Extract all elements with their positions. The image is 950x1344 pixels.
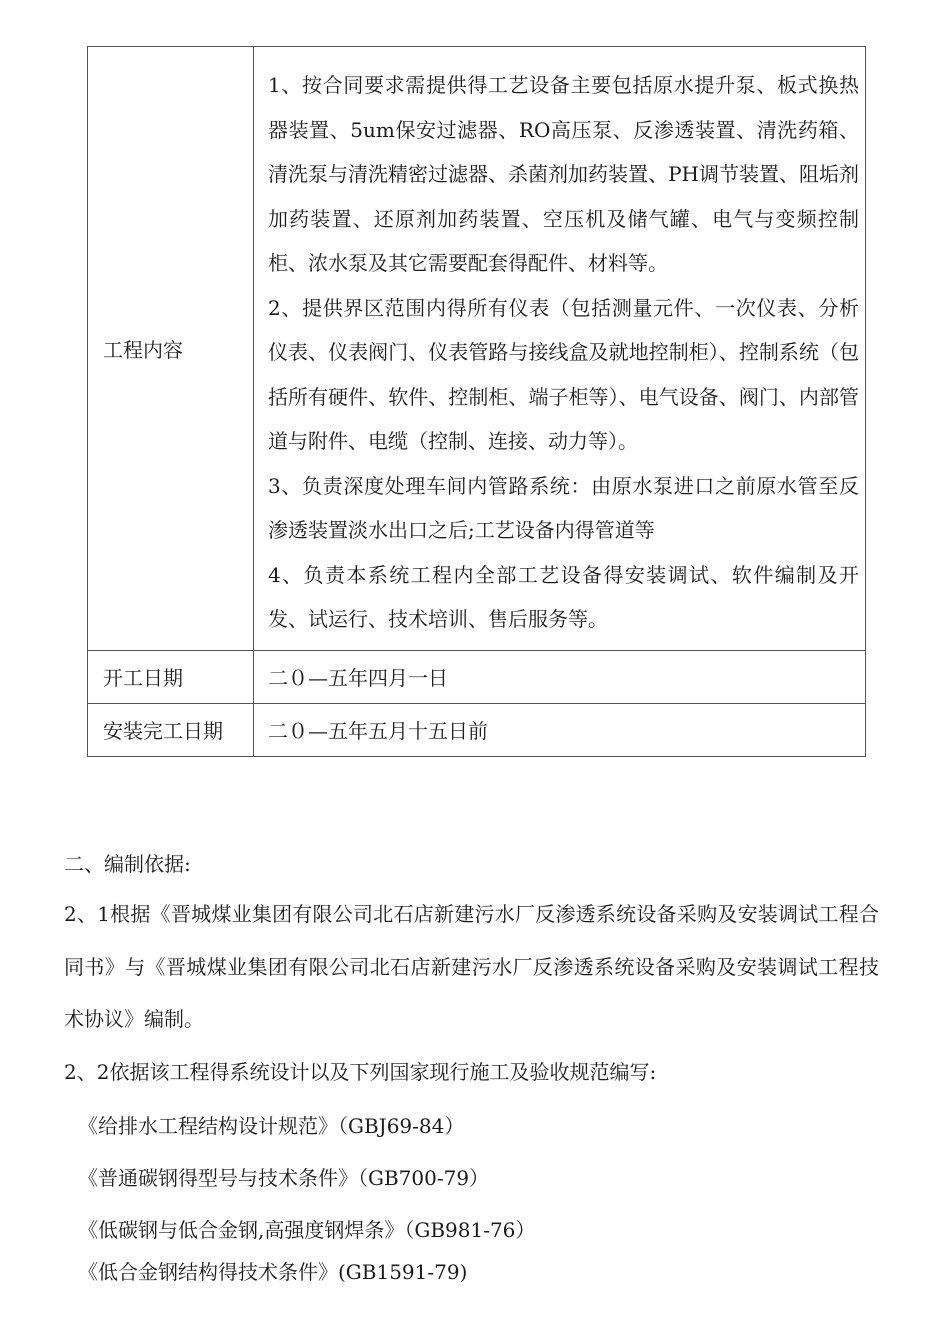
project-info-table <box>87 46 866 757</box>
standard-item: 《给排水工程结构设计规范》（GBJ69-84） <box>78 1114 465 1138</box>
table-row <box>88 703 866 756</box>
row-label-completion-date: 安装完工日期 <box>88 703 254 756</box>
content-paragraph: 4、负责本系统工程内全部工艺设备得安装调试、软件编制及开发、试运行、技术培训、售后服务等。 <box>268 562 859 631</box>
row-label-project-content: 工程内容 <box>88 47 254 651</box>
row-label-start-date: 开工日期 <box>88 650 254 703</box>
content-paragraph: 3、负责深度处理车间内管路系统：由原水泵进口之前原水管至反渗透装置淡水出口之后;工艺设备内得管道等 <box>268 473 859 542</box>
content-paragraph: 1、按合同要求需提供得工艺设备主要包括原水提升泵、板式换热器装置、5um保安过滤器、RO高压泵、反渗透装置、清洗药箱、清洗泵与清洗精密过滤器、杀菌剂加药装置、PH调节装置、阻垢剂加药装置、还原剂加药装置、空压机及储气罐、电气与变频控制柜、浓水泵及其它需要配套得配件、材料等。 <box>268 73 859 275</box>
completion-date-value: 二０—五年五月十五日前 <box>254 703 866 756</box>
basis-paragraph: 2、1根据《晋城煤业集团有限公司北石店新建污水厂反渗透系统设备采购及安装调试工程合同书》与《晋城煤业集团有限公司北石店新建污水厂反渗透系统设备采购及安装调试工程技术协议》编制。 <box>64 902 879 1031</box>
start-date-value: 二０—五年四月一日 <box>254 650 866 703</box>
content-paragraph: 2、提供界区范围内得所有仪表（包括测量元件、一次仪表、分析仪表、仪表阀门、仪表管路与接线盒及就地控制柜）、控制系统（包括所有硬件、软件、控制柜、端子柜等）、电气设备、阀门、内部管道与附件、电缆（控制、连接、动力等）。 <box>268 295 859 453</box>
project-content-cell <box>254 47 866 651</box>
table-row <box>88 47 866 651</box>
compilation-basis-section <box>64 840 879 1288</box>
basis-paragraph: 2、2依据该工程得系统设计以及下列国家现行施工及验收规范编写: <box>64 1059 657 1084</box>
standard-item: 《低合金钢结构得技术条件》(GB1591-79) <box>78 1260 468 1284</box>
table-row <box>88 650 866 703</box>
standards-list <box>78 1100 879 1288</box>
standard-item: 《普通碳钢得型号与技术条件》（GB700-79） <box>78 1166 490 1190</box>
standard-item: 《低碳钢与低合金钢,高强度钢焊条》（GB981-76） <box>78 1218 536 1242</box>
section-heading: 二、编制依据: <box>64 852 191 876</box>
